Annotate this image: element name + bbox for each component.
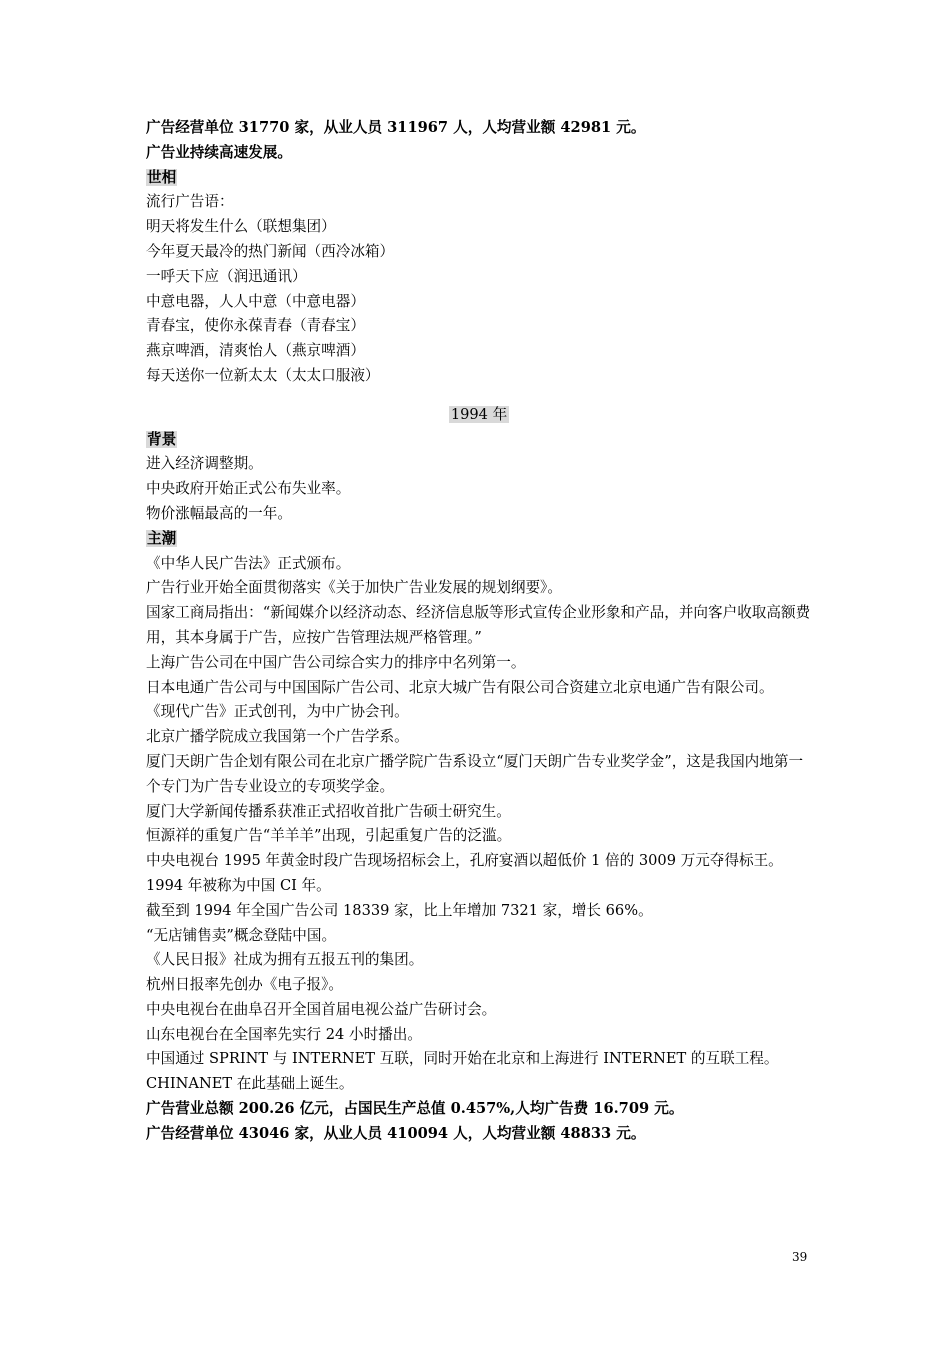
list-item: 物价涨幅最高的一年。: [146, 504, 292, 522]
list-item: 厦门天朗广告企划有限公司在北京广播学院广告系设立“厦门天朗广告专业奖学金”，这是我国内地第一个专门为广告专业设立的专项奖学金。: [146, 752, 804, 795]
list-item: 日本电通广告公司与中国国际广告公司、北京大城广告有限公司合资建立北京电通广告有限公司。: [146, 678, 774, 696]
list-item: 进入经济调整期。: [146, 455, 263, 473]
list-item: 恒源祥的重复广告“羊羊羊”出现，引起重复广告的泛滥。: [146, 827, 512, 845]
list-item: 青春宝，使你永葆青春（青春宝）: [146, 317, 365, 335]
list-item: 截至到 1994 年全国广告公司 18339 家，比上年增加 7321 家，增长 66%。: [146, 901, 653, 919]
list-item: 广告行业开始全面贯彻落实《关于加快广告业发展的规划纲要》。: [146, 579, 562, 597]
list-item: 流行广告语：: [146, 193, 234, 211]
stats-revenue-1994: 广告营业总额 200.26 亿元，占国民生产总值 0.457%,人均广告费 16.709 元。: [146, 1100, 684, 1118]
list-item: “无店铺售卖”概念登陆中国。: [146, 926, 337, 944]
section-heading-beijing: 背景: [147, 430, 177, 448]
list-item: 每天送你一位新太太（太太口服液）: [146, 366, 380, 384]
page-number: 39: [792, 1250, 808, 1264]
list-item: 国家工商局指出：“新闻媒介以经济动态、经济信息版等形式宣传企业形象和产品，并向客户收取高额费用，其本身属于广告，应按广告管理法规严格管理。”: [146, 604, 811, 646]
list-item: 一呼天下应（润迅通讯）: [146, 267, 307, 285]
stats-units-1994: 广告经营单位 43046 家，从业人员 410094 人，人均营业额 48833 元。: [146, 1124, 646, 1142]
list-item: 1994 年被称为中国 CI 年。: [146, 876, 331, 894]
document-page: [146, 116, 812, 1147]
list-item: 《中华人民广告法》正式颁布。: [146, 554, 351, 572]
list-item: 今年夏天最冷的热门新闻（西冷冰箱）: [146, 242, 395, 260]
list-item: 燕京啤酒，清爽怡人（燕京啤酒）: [146, 342, 365, 360]
list-item: 《现代广告》正式创刊，为中广协会刊。: [146, 703, 409, 721]
list-item: 中央政府开始正式公布失业率。: [146, 480, 351, 498]
section-heading-zhuchao: 主潮: [147, 529, 177, 547]
stats-units-1993: 广告经营单位 31770 家，从业人员 311967 人，人均营业额 42981 元。: [146, 119, 646, 136]
stats-growth-note: 广告业持续高速发展。: [146, 143, 292, 161]
list-item: 中央电视台 1995 年黄金时段广告现场招标会上，孔府宴酒以超低价 1 倍的 3009 万元夺得标王。: [146, 852, 783, 870]
list-item: 明天将发生什么（联想集团）: [146, 218, 336, 236]
list-item: 中意电器，人人中意（中意电器）: [146, 292, 365, 310]
list-item: 山东电视台在全国率先实行 24 小时播出。: [146, 1025, 422, 1043]
list-item: 北京广播学院成立我国第一个广告学系。: [146, 728, 409, 746]
year-title: 1994 年: [450, 405, 508, 423]
list-item: 厦门大学新闻传播系获准正式招收首批广告硕士研究生。: [146, 802, 511, 820]
list-item: 《人民日报》社成为拥有五报五刊的集团。: [146, 951, 424, 969]
section-heading-shixiang: 世相: [147, 168, 177, 186]
list-item: 中国通过 SPRINT 与 INTERNET 互联，同时开始在北京和上海进行 INTERNET 的互联工程。CHINANET 在此基础上诞生。: [146, 1050, 779, 1093]
list-item: 上海广告公司在中国广告公司综合实力的排序中名列第一。: [146, 653, 526, 671]
list-item: 杭州日报率先创办《电子报》。: [146, 976, 344, 994]
list-item: 中央电视台在曲阜召开全国首届电视公益广告研讨会。: [146, 1000, 497, 1018]
